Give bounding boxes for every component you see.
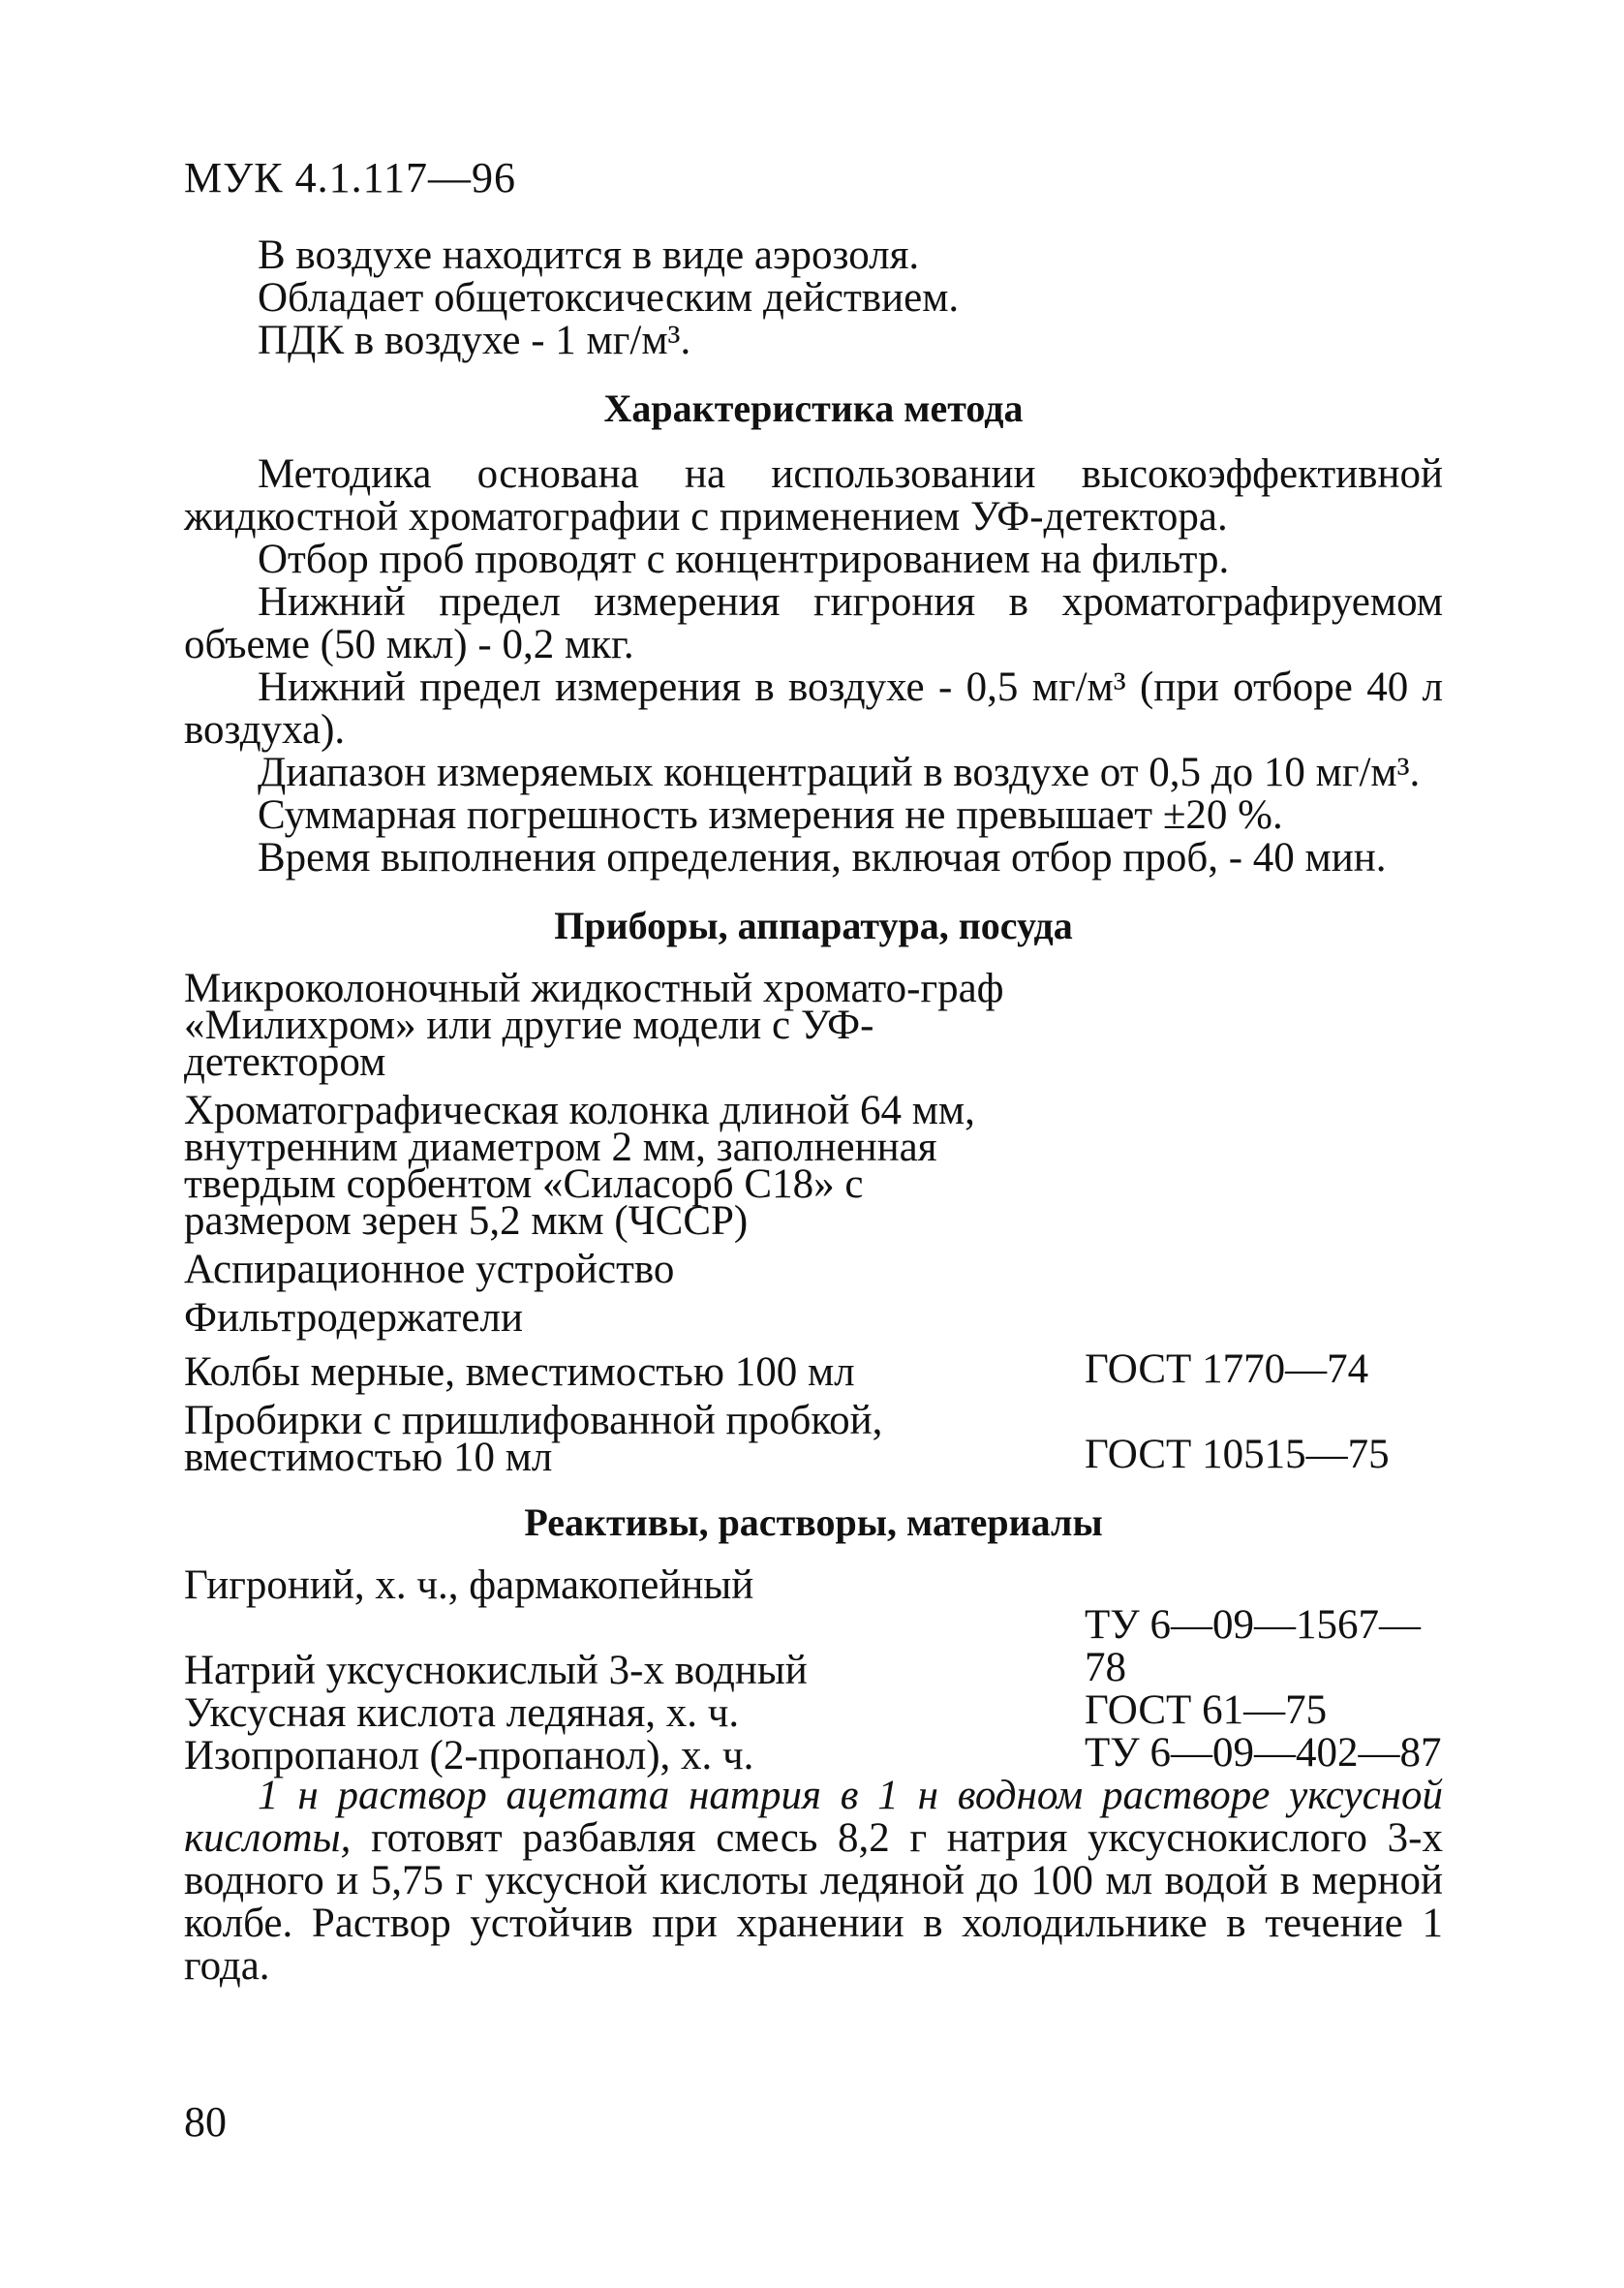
intro-block (184, 234, 1443, 1988)
method-paragraph: Методика основана на использовании высокоэффективной жидкостной хроматографии с применением УФ-детектора. (184, 451, 1443, 540)
standard-ref: ГОСТ 61—75 (1085, 1687, 1328, 1733)
standard-ref: ГОСТ 10515—75 (1085, 1432, 1390, 1477)
method-paragraph: Нижний предел измерения в воздухе - 0,5 мг/м³ (при отборе 40 л воздуха). (184, 665, 1443, 753)
equipment-item: Колбы мерные, вместимостью 100 мл ГОСТ 1770—74 (184, 1348, 1443, 1391)
method-paragraph: Отбор проб проводят с концентрированием на фильтр. (258, 537, 1230, 582)
standard-ref: ТУ 6—09—402—87 (1085, 1730, 1442, 1776)
solution-text: готовят разбавляя смесь 8,2 г натрия уксуснокислого 3-х водного и 5,75 г уксусной кислоты ледяной до 100 мл водой в мерной колбе. Раствор устойчив при хранении в холодильнике в течение 1 года. (184, 1815, 1443, 1989)
equipment-item: Хроматографическая колонка длиной 64 мм, внутренним диаметром 2 мм, заполненная твердым сорбентом «Силасорб С18» с размером зерен 5,2 мкм (ЧССР) (184, 1088, 975, 1244)
intro-line: В воздухе находится в виде аэрозоля. (258, 232, 920, 278)
section-heading-method: Характеристика метода (603, 386, 1024, 430)
reagent-item: Изопропанол (2-пропанол), х. ч. ТУ 6—09—402—87 (184, 1730, 1442, 1778)
equipment-item: Микроколоночный жидкостный хромато-граф «Милихром» или другие модели с УФ-детектором (184, 966, 1004, 1085)
reagent-item: Уксусная кислота ледяная, х. ч. ГОСТ 61—75 (184, 1689, 1443, 1732)
standard-ref: ТУ 6—09—1567—78 (1085, 1602, 1421, 1690)
method-paragraph: Суммарная погрешность измерения не превышает ±20 %. (258, 792, 1283, 838)
reagent-item: Гигроний, х. ч., фармакопейный (184, 1562, 754, 1608)
solution-paragraph (184, 1775, 1443, 1988)
method-paragraph: Диапазон измеряемых концентраций в воздухе от 0,5 до 10 мг/м³. (258, 750, 1421, 795)
reagent-item: Натрий уксуснокислый 3-х водный ТУ 6—09—1567—78 (184, 1604, 1443, 1689)
standard-ref: ГОСТ 1770—74 (1085, 1346, 1369, 1392)
method-paragraph: Нижний предел измерения гигрония в хроматографируемом объеме (50 мкл) - 0,2 мкг. (184, 579, 1443, 667)
equipment-item: Фильтродержатели (184, 1295, 523, 1341)
section-heading-reagents: Реактивы, растворы, материалы (524, 1500, 1103, 1544)
intro-line: Обладает общетоксическим действием. (258, 275, 960, 321)
intro-line: ПДК в воздухе - 1 мг/м³. (258, 318, 691, 363)
page-number: 80 (184, 2098, 227, 2146)
section-heading-equipment: Приборы, аппаратура, посуда (554, 904, 1073, 947)
method-paragraph: Время выполнения определения, включая отбор проб, - 40 мин. (258, 835, 1387, 881)
document-code: МУК 4.1.117—96 (184, 154, 516, 201)
equipment-item: Аспирационное устройство (184, 1247, 675, 1292)
equipment-item: Пробирки с пришлифованной пробкой, вместимостью 10 мл ГОСТ 10515—75 (184, 1403, 1443, 1476)
solution-title: 1 н раствор ацетата натрия в 1 н водном растворе уксусной кислоты, (184, 1773, 1443, 1861)
